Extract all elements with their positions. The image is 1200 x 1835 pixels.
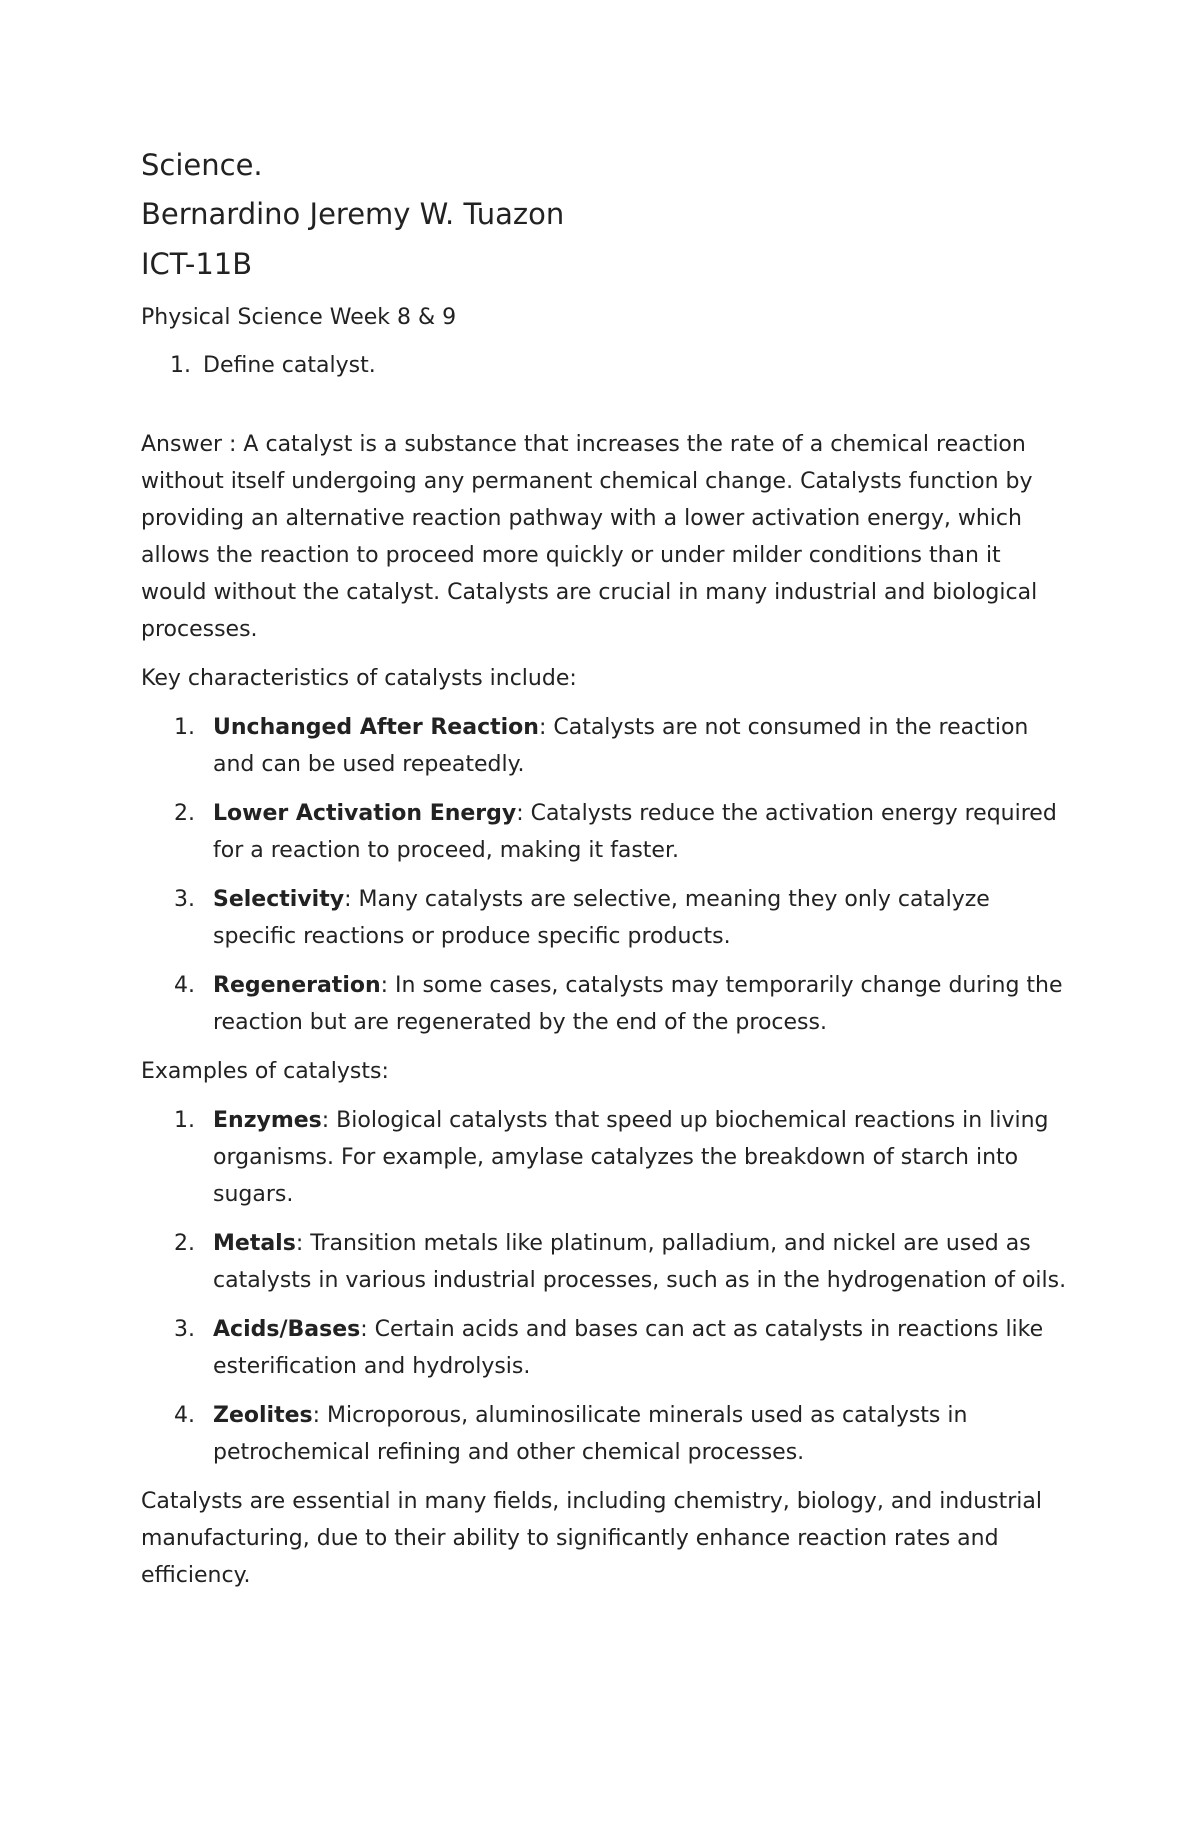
- list-item-text: : Biological catalysts that speed up biochemical reactions in living organisms. For example, amylase catalyzes the breakdown of starch into sugars.: [213, 1108, 1049, 1207]
- list-item-text: : Transition metals like platinum, palladium, and nickel are used as catalysts in various industrial processes, such as in the hydrogenation of oils.: [213, 1231, 1067, 1293]
- closing-paragraph: Catalysts are essential in many fields, including chemistry, biology, and industrial manufacturing, due to their ability to significantly enhance reaction rates and efficiency.: [141, 1489, 1043, 1588]
- answer-paragraph: Answer : A catalyst is a substance that increases the rate of a chemical reaction without itself undergoing any permanent chemical change. Catalysts function by providing an alternative reaction pathway with a lower activation energy, which allows the reaction to proceed more quickly or under milder conditions than it would without the catalyst. Catalysts are crucial in many industrial and biological processes.: [141, 432, 1038, 642]
- author-name: Bernardino Jeremy W. Tuazon: [141, 197, 565, 231]
- question-text: Define catalyst.: [203, 353, 376, 378]
- list-item-term: Selectivity: [213, 887, 345, 912]
- list-item-term: Enzymes: [213, 1108, 322, 1133]
- document-title: Science.: [141, 148, 263, 182]
- list-item-number: 3.: [174, 887, 195, 912]
- list-item-term: Acids/Bases: [213, 1317, 361, 1342]
- characteristics-label: Key characteristics of catalysts include:: [141, 666, 577, 691]
- list-item-term: Metals: [213, 1231, 296, 1256]
- list-item: [141, 881, 1071, 955]
- list-item: [141, 1311, 1071, 1385]
- characteristics-list: [141, 709, 1071, 1041]
- list-item: [141, 1102, 1071, 1213]
- document-subtitle: Physical Science Week 8 & 9: [141, 305, 457, 330]
- examples-label: Examples of catalysts:: [141, 1059, 389, 1084]
- list-item-text: : Microporous, aluminosilicate minerals used as catalysts in petrochemical refining and other chemical processes.: [213, 1403, 968, 1465]
- list-item-text: : Catalysts reduce the activation energy required for a reaction to proceed, making it faster.: [213, 801, 1057, 863]
- question-number: 1.: [170, 353, 191, 378]
- list-item-number: 3.: [174, 1317, 195, 1342]
- examples-list: [141, 1102, 1071, 1471]
- list-item: [141, 1397, 1071, 1471]
- question-item: [141, 352, 1071, 380]
- list-item-term: Regeneration: [213, 973, 381, 998]
- class-section: ICT-11B: [141, 247, 253, 281]
- list-item-text: : In some cases, catalysts may temporarily change during the reaction but are regenerated by the end of the process.: [213, 973, 1063, 1035]
- list-item-text: : Certain acids and bases can act as catalysts in reactions like esterification and hydrolysis.: [213, 1317, 1044, 1379]
- list-item: [141, 709, 1071, 783]
- list-item-number: 2.: [174, 801, 195, 826]
- list-item: [141, 795, 1071, 869]
- list-item-number: 2.: [174, 1231, 195, 1256]
- list-item-text: : Catalysts are not consumed in the reaction and can be used repeatedly.: [213, 715, 1029, 777]
- list-item-term: Zeolites: [213, 1403, 313, 1428]
- list-item-number: 4.: [174, 973, 195, 998]
- list-item: [141, 1225, 1071, 1299]
- list-item-number: 4.: [174, 1403, 195, 1428]
- list-item-number: 1.: [174, 1108, 195, 1133]
- list-item-term: Lower Activation Energy: [213, 801, 517, 826]
- list-item-number: 1.: [174, 715, 195, 740]
- list-item-text: : Many catalysts are selective, meaning they only catalyze specific reactions or produce specific products.: [213, 887, 990, 949]
- list-item: [141, 967, 1071, 1041]
- list-item-term: Unchanged After Reaction: [213, 715, 539, 740]
- document-page: [141, 148, 1071, 1594]
